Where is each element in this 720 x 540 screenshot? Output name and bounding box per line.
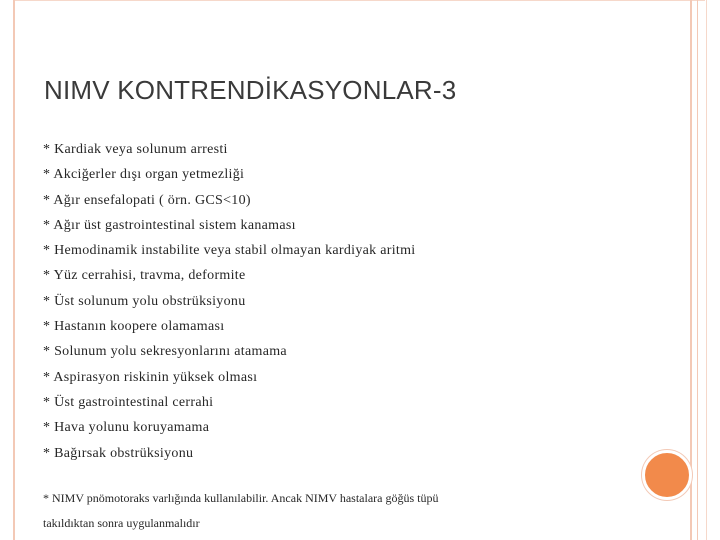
list-item: * Ağır ensefalopati ( örn. GCS<10) [43, 192, 251, 208]
slide-title: NIMV KONTRENDİKASYONLAR-3 [44, 75, 457, 105]
footnote-line-1: * NIMV pnömotoraks varlığında kullanılabilir. Ancak NIMV hastalara göğüs tüpü [43, 491, 439, 505]
accent-circle-decoration [642, 450, 692, 500]
list-item: * Ağır üst gastrointestinal sistem kanaması [43, 217, 296, 233]
list-item: * Üst solunum yolu obstrüksiyonu [43, 293, 246, 309]
list-item: * Hemodinamik instabilite veya stabil olmayan kardiyak aritmi [43, 243, 416, 259]
list-item: * Yüz cerrahisi, travma, deformite [43, 268, 246, 284]
footnote [43, 486, 563, 536]
list-item: * Hastanın koopere olamaması [43, 319, 225, 335]
list-item: * Üst gastrointestinal cerrahi [43, 394, 214, 410]
list-item: * Bağırsak obstrüksiyonu [43, 445, 194, 461]
list-item: * Akciğerler dışı organ yetmezliği [43, 167, 245, 183]
list-item: * Hava yolunu koruyamama [43, 420, 210, 436]
list-item: * Kardiak veya solunum arresti [43, 142, 228, 157]
frame-right-line-inner [697, 0, 698, 540]
contraindication-list [43, 137, 416, 466]
frame-top-line [13, 0, 705, 1]
list-item: * Solunum yolu sekresyonlarını atamama [43, 344, 287, 360]
footnote-line-2: takıldıktan sonra uygulanmalıdır [43, 516, 200, 530]
list-item: * Aspirasyon riskinin yüksek olması [43, 369, 258, 385]
frame-left-line [13, 0, 15, 540]
frame-right-line [690, 0, 692, 540]
frame-right-line-outer [706, 0, 707, 540]
